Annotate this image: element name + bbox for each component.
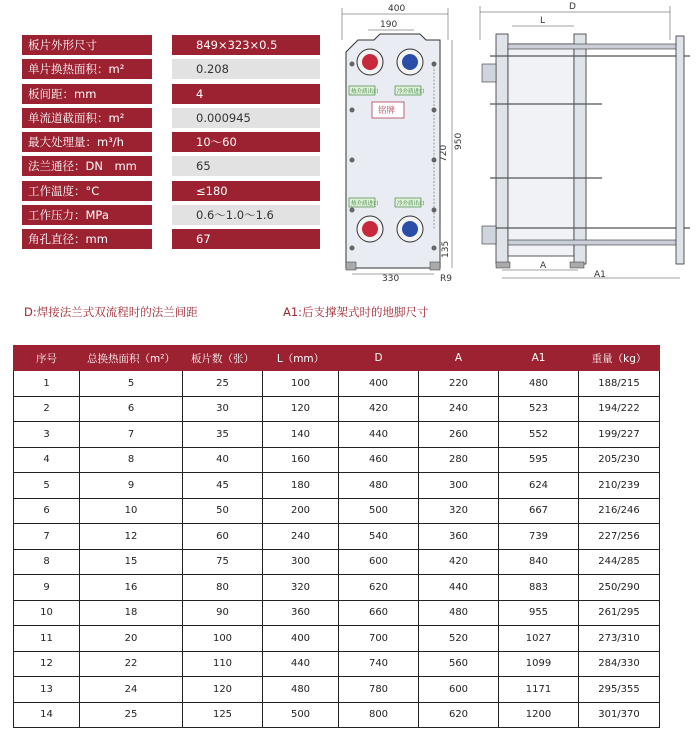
spec-label: 单流道截面积：m² (22, 108, 152, 128)
spec-row-single-area (22, 59, 324, 79)
cell-plate-count: 60 (183, 524, 263, 550)
cell-a1: 552 (499, 422, 579, 448)
spec-label: 法兰通径：DN mm (22, 156, 152, 176)
cell-total-area: 22 (80, 651, 183, 677)
spec-label: 最大处理量：m³/h (22, 132, 152, 152)
cell-l: 140 (263, 422, 339, 448)
spec-table (22, 35, 324, 254)
support-column (676, 36, 684, 264)
cell-l: 160 (263, 447, 339, 473)
cell-a1: 667 (499, 498, 579, 524)
cell-l: 100 (263, 371, 339, 397)
spec-row-channel-area (22, 108, 324, 128)
cell-index: 7 (14, 524, 80, 550)
table-body (14, 371, 660, 728)
cell-plate-count: 120 (183, 677, 263, 703)
table-row (14, 473, 660, 499)
spec-label: 板间距：mm (22, 84, 152, 104)
cell-l: 480 (263, 677, 339, 703)
cell-weight: 216/246 (579, 498, 660, 524)
dim-d: D (569, 2, 576, 12)
spec-label: 板片外形尺寸 (22, 35, 152, 55)
cell-d: 700 (339, 626, 419, 652)
nozzle-top (482, 64, 496, 82)
cell-plate-count: 75 (183, 549, 263, 575)
header-a: A (419, 346, 499, 371)
cell-a1: 955 (499, 600, 579, 626)
cell-a: 420 (419, 549, 499, 575)
cell-total-area: 12 (80, 524, 183, 550)
cell-a1: 595 (499, 447, 579, 473)
cell-d: 460 (339, 447, 419, 473)
cell-d: 780 (339, 677, 419, 703)
cell-plate-count: 30 (183, 396, 263, 422)
table-row (14, 600, 660, 626)
cell-weight: 194/222 (579, 396, 660, 422)
cell-total-area: 20 (80, 626, 183, 652)
cell-a1: 883 (499, 575, 579, 601)
table-row (14, 677, 660, 703)
cell-total-area: 7 (80, 422, 183, 448)
cell-l: 240 (263, 524, 339, 550)
cell-index: 1 (14, 371, 80, 397)
cell-plate-count: 90 (183, 600, 263, 626)
cell-a1: 523 (499, 396, 579, 422)
table-row (14, 422, 660, 448)
cell-a1: 739 (499, 524, 579, 550)
spec-row-plate-gap (22, 84, 324, 104)
cell-l: 320 (263, 575, 339, 601)
front-view-drawing (330, 0, 470, 282)
cell-a: 560 (419, 651, 499, 677)
upper-guide-bar (508, 44, 680, 49)
cell-weight: 250/290 (579, 575, 660, 601)
header-weight: 重量（kg） (579, 346, 660, 371)
cell-index: 13 (14, 677, 80, 703)
cell-index: 8 (14, 549, 80, 575)
cell-total-area: 5 (80, 371, 183, 397)
lower-guide-bar (508, 240, 680, 245)
spec-row-max-flow (22, 132, 324, 152)
spec-row-work-temp (22, 181, 324, 201)
dim-135: 135 (441, 240, 451, 258)
cell-d: 540 (339, 524, 419, 550)
cell-a: 520 (419, 626, 499, 652)
dim-r9: R9 (440, 274, 452, 282)
side-view-drawing (470, 0, 692, 282)
header-a1: A1 (499, 346, 579, 371)
cell-weight: 295/355 (579, 677, 660, 703)
port-label-hot-out: 热介质出口 (351, 89, 379, 95)
cell-plate-count: 50 (183, 498, 263, 524)
cell-total-area: 9 (80, 473, 183, 499)
fixed-frame (496, 34, 508, 264)
spec-row-plate-size (22, 35, 324, 55)
dim-950: 950 (454, 132, 464, 150)
cell-l: 300 (263, 549, 339, 575)
table-row (14, 575, 660, 601)
spec-row-work-pressure (22, 205, 324, 225)
cell-l: 360 (263, 600, 339, 626)
cell-weight: 227/256 (579, 524, 660, 550)
cell-d: 420 (339, 396, 419, 422)
port-label-hot-in: 热介质进口 (351, 201, 379, 207)
dim-190: 190 (380, 20, 398, 30)
cell-index: 5 (14, 473, 80, 499)
spec-value: 0.000945 (172, 108, 320, 128)
cell-total-area: 15 (80, 549, 183, 575)
table-row (14, 651, 660, 677)
cell-a1: 1099 (499, 651, 579, 677)
cell-a1: 1171 (499, 677, 579, 703)
dim-720: 720 (439, 144, 449, 162)
cell-total-area: 18 (80, 600, 183, 626)
cell-a1: 624 (499, 473, 579, 499)
spec-label: 工作温度：°C (22, 181, 152, 201)
spec-label: 单片换热面积：m² (22, 59, 152, 79)
cell-total-area: 6 (80, 396, 183, 422)
cell-index: 10 (14, 600, 80, 626)
table-row (14, 626, 660, 652)
dim-400: 400 (388, 4, 406, 14)
cell-l: 440 (263, 651, 339, 677)
dim-330: 330 (382, 274, 400, 282)
port-bottom-right (397, 216, 423, 242)
cell-index: 9 (14, 575, 80, 601)
table-row (14, 396, 660, 422)
spec-label: 工作压力：MPa (22, 205, 152, 225)
cell-a: 280 (419, 447, 499, 473)
spec-value: 849×323×0.5 (172, 35, 320, 55)
plate-pack (508, 44, 574, 256)
cell-plate-count: 35 (183, 422, 263, 448)
cell-l: 180 (263, 473, 339, 499)
cell-total-area: 24 (80, 677, 183, 703)
cell-total-area: 10 (80, 498, 183, 524)
cell-a1: 840 (499, 549, 579, 575)
cell-index: 11 (14, 626, 80, 652)
spec-value: 65 (172, 156, 320, 176)
cell-index: 4 (14, 447, 80, 473)
spec-value: 4 (172, 84, 320, 104)
cell-weight: 244/285 (579, 549, 660, 575)
cell-a1: 480 (499, 371, 579, 397)
cell-plate-count: 25 (183, 371, 263, 397)
cell-weight: 261/295 (579, 600, 660, 626)
cell-weight: 199/227 (579, 422, 660, 448)
cell-total-area: 8 (80, 447, 183, 473)
cell-weight: 301/370 (579, 702, 660, 728)
cell-weight: 284/330 (579, 651, 660, 677)
table-row (14, 498, 660, 524)
spec-row-flange-dn (22, 156, 324, 176)
cell-a1: 1200 (499, 702, 579, 728)
cell-d: 660 (339, 600, 419, 626)
cell-a: 360 (419, 524, 499, 550)
spec-label: 角孔直径：mm (22, 229, 152, 249)
cell-a: 600 (419, 677, 499, 703)
cell-l: 500 (263, 702, 339, 728)
header-total-area: 总换热面积（m²） (80, 346, 183, 371)
table-row (14, 524, 660, 550)
dim-l: L (540, 16, 546, 26)
nameplate-label: 铭牌 (378, 106, 396, 116)
cell-total-area: 25 (80, 702, 183, 728)
spec-value: 67 (172, 229, 320, 249)
cell-plate-count: 80 (183, 575, 263, 601)
cell-a: 440 (419, 575, 499, 601)
table-header-row (14, 346, 660, 371)
table-row (14, 702, 660, 728)
cell-weight: 273/310 (579, 626, 660, 652)
header-plate-count: 板片数（张） (183, 346, 263, 371)
cell-plate-count: 40 (183, 447, 263, 473)
table-row (14, 447, 660, 473)
port-bottom-left (357, 216, 383, 242)
cell-plate-count: 45 (183, 473, 263, 499)
header-l: L（mm） (263, 346, 339, 371)
cell-plate-count: 100 (183, 626, 263, 652)
cell-total-area: 16 (80, 575, 183, 601)
nozzle-bottom (482, 226, 496, 244)
cell-index: 3 (14, 422, 80, 448)
spec-row-port-diameter (22, 229, 324, 249)
cell-weight: 210/239 (579, 473, 660, 499)
cell-a: 220 (419, 371, 499, 397)
cell-weight: 205/230 (579, 447, 660, 473)
cell-weight: 188/215 (579, 371, 660, 397)
cell-a: 480 (419, 600, 499, 626)
cell-l: 400 (263, 626, 339, 652)
dim-a: A (540, 261, 547, 271)
model-table (13, 345, 660, 728)
cell-a: 300 (419, 473, 499, 499)
port-label-cold-in: 冷介质进口 (397, 89, 425, 95)
cell-index: 6 (14, 498, 80, 524)
note-d: D:焊接法兰式双流程时的法兰间距 (24, 305, 198, 319)
cell-d: 600 (339, 549, 419, 575)
port-top-left (357, 49, 383, 75)
spec-value: 0.208 (172, 59, 320, 79)
cell-d: 480 (339, 473, 419, 499)
cell-index: 2 (14, 396, 80, 422)
cell-d: 440 (339, 422, 419, 448)
cell-d: 800 (339, 702, 419, 728)
port-label-cold-out: 冷介质出口 (397, 201, 425, 207)
spec-value: ≤180 (172, 181, 320, 201)
cell-plate-count: 125 (183, 702, 263, 728)
cell-index: 14 (14, 702, 80, 728)
cell-l: 200 (263, 498, 339, 524)
movable-frame (574, 34, 586, 264)
cell-a: 260 (419, 422, 499, 448)
note-a1: A1:后支撑架式时的地脚尺寸 (283, 305, 429, 319)
cell-d: 400 (339, 371, 419, 397)
table-row (14, 549, 660, 575)
spec-value: 0.6～1.0～1.6 (172, 205, 320, 225)
table-row (14, 371, 660, 397)
cell-a: 320 (419, 498, 499, 524)
cell-l: 120 (263, 396, 339, 422)
cell-plate-count: 110 (183, 651, 263, 677)
cell-d: 620 (339, 575, 419, 601)
cell-d: 500 (339, 498, 419, 524)
port-top-right (397, 49, 423, 75)
dim-a1: A1 (594, 270, 606, 280)
cell-index: 12 (14, 651, 80, 677)
header-index: 序号 (14, 346, 80, 371)
spec-value: 10～60 (172, 132, 320, 152)
cell-a1: 1027 (499, 626, 579, 652)
cell-a: 240 (419, 396, 499, 422)
header-d: D (339, 346, 419, 371)
cell-a: 620 (419, 702, 499, 728)
cell-d: 740 (339, 651, 419, 677)
